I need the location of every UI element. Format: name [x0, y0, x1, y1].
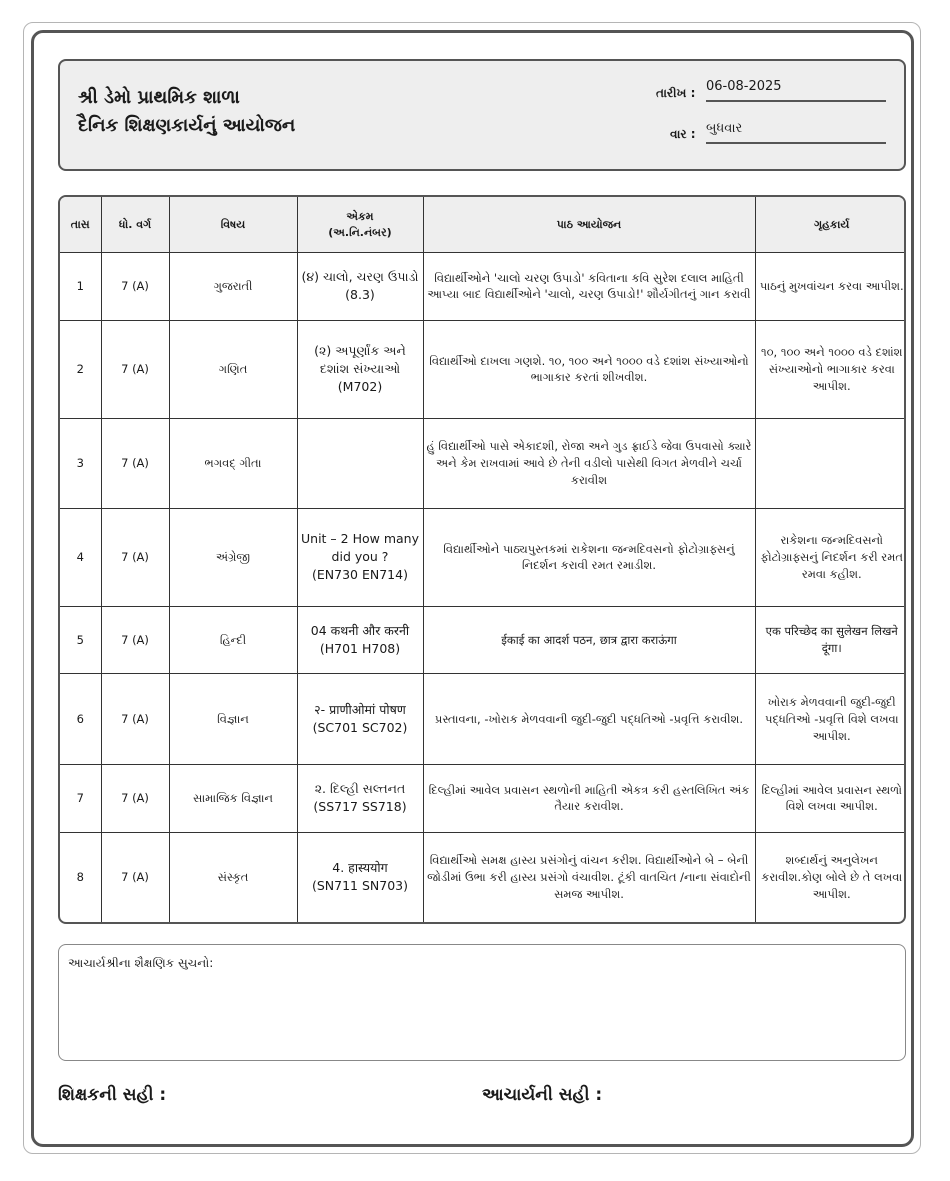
school-name: શ્રી ડેમો પ્રાથમિક શાળા: [78, 87, 240, 108]
unit-cell: [297, 418, 423, 508]
unit-cell: 04 कथनी और करनी (H701 H708): [297, 606, 423, 674]
column-header-subject: વિષય: [169, 197, 297, 253]
principal-notes-box: [58, 944, 906, 1061]
column-header-period: તાસ: [60, 197, 101, 253]
unit-cell: (૨) અપૂર્ણાંક અને દશાંશ સંખ્યાઓ (M702): [297, 320, 423, 418]
plan-cell: દિલ્હીમાં આવેલ પ્રવાસન સ્થળોની માહિતી એકત્ર કરી હસ્તલિખિત અંક તૈયાર કરાવીશ.: [423, 764, 755, 832]
column-header-unit: એકમ (અ.નિ.નંબર): [297, 197, 423, 253]
class-cell: 7 (A): [101, 253, 169, 321]
table-row: [60, 253, 906, 321]
homework-cell: પાઠનું મુખવાંચન કરવા આપીશ.: [755, 253, 906, 321]
table-row: [60, 508, 906, 606]
principal-notes-label: આચાર્યશ્રીના શૈક્ષણિક સુચનો:: [68, 956, 214, 970]
homework-cell: ૧૦, ૧૦૦ અને ૧૦૦૦ વડે દશાંશ સંખ્યાઓનો ભાગાકાર કરવા આપીશ.: [755, 320, 906, 418]
principal-signature-label: આચાર્યની સહી :: [482, 1085, 603, 1105]
table-row: [60, 674, 906, 764]
plan-cell: વિદ્યાર્થીઓ દાખલા ગણશે. ૧૦, ૧૦૦ અને ૧૦૦૦ વડે દશાંશ સંખ્યાઓનો ભાગાકાર કરતાં શીખવીશ.: [423, 320, 755, 418]
subject-cell: સામાજિક વિજ્ઞાન: [169, 764, 297, 832]
column-header-homework: ગૃહકાર્ય: [755, 197, 906, 253]
plan-cell: પ્રસ્તાવના, -ખોરાક મેળવવાની જુદી-જુદી પદ્ધતિઓ -પ્રવૃત્તિ કરાવીશ.: [423, 674, 755, 764]
homework-cell: શબ્દાર્થનું અનુલેખન કરાવીશ.કોણ બોલે છે તે લખવા આપીશ.: [755, 832, 906, 922]
subject-cell: ગણિત: [169, 320, 297, 418]
class-cell: 7 (A): [101, 508, 169, 606]
subject-cell: ગુજરાતી: [169, 253, 297, 321]
header-box: [58, 59, 906, 171]
class-cell: 7 (A): [101, 674, 169, 764]
plan-cell: વિદ્યાર્થીઓને 'ચાલો ચરણ ઉપાડો' કવિતાના કવિ સુરેશ દલાલ માહિતી આપ્યા બાદ વિદ્યાર્થીઓને 'ચાલો, ચરણ ઉપાડો!' શૌર્યગીતનું ગાન કરાવી: [423, 253, 755, 321]
period-cell: 4: [60, 508, 101, 606]
subject-cell: હિન્દી: [169, 606, 297, 674]
homework-cell: ખોરાક મેળવવાની જુદી-જુદી પદ્ધતિઓ -પ્રવૃત્તિ વિશે લખવા આપીશ.: [755, 674, 906, 764]
subject-cell: સંસ્કૃત: [169, 832, 297, 922]
table-row: [60, 832, 906, 922]
unit-cell: ૨. દિલ્હી સલ્તનત (SS717 SS718): [297, 764, 423, 832]
class-cell: 7 (A): [101, 764, 169, 832]
table-row: [60, 606, 906, 674]
class-cell: 7 (A): [101, 832, 169, 922]
plan-cell: હું વિદ્યાર્થીઓ પાસે એકાદશી, રોજા અને ગુડ ફ્રાઈડે જેવા ઉપવાસો ક્યારે અને કેમ રાખવામાં આવે છે તેની વડીલો પાસેથી વિગત મેળવીને ચર્ચા કરાવીશ: [423, 418, 755, 508]
subject-cell: વિજ્ઞાન: [169, 674, 297, 764]
period-cell: 7: [60, 764, 101, 832]
period-cell: 8: [60, 832, 101, 922]
teacher-signature-label: શિક્ષકની સહી :: [58, 1085, 167, 1105]
table-row: [60, 764, 906, 832]
column-header-class: ધો. વર્ગ: [101, 197, 169, 253]
date-label: તારીખ :: [656, 86, 696, 100]
column-header-plan: પાઠ આયોજન: [423, 197, 755, 253]
period-cell: 6: [60, 674, 101, 764]
class-cell: 7 (A): [101, 606, 169, 674]
plan-cell: ईकाई का आदर्श पठन, छात्र द्वारा कराऊंगा: [423, 606, 755, 674]
homework-cell: एक परिच्छेद का सुलेखन लिखने दूंगा।: [755, 606, 906, 674]
homework-cell: દિલ્હીમાં આવેલ પ્રવાસન સ્થળો વિશે લખવા આપીશ.: [755, 764, 906, 832]
homework-cell: રાકેશના જન્મદિવસનો ફોટોગ્રાફ્સનું નિદર્શન કરી રમત રમવા કહીશ.: [755, 508, 906, 606]
unit-cell: २- प्राणीओमां पोषण (SC701 SC702): [297, 674, 423, 764]
period-cell: 3: [60, 418, 101, 508]
date-value: 06-08-2025: [706, 79, 886, 102]
day-value: બુધવાર: [706, 121, 886, 144]
class-cell: 7 (A): [101, 320, 169, 418]
table-header-row: [60, 197, 906, 253]
homework-cell: [755, 418, 906, 508]
day-label: વાર :: [670, 127, 696, 141]
unit-cell: Unit – 2 How many did you ? (EN730 EN714): [297, 508, 423, 606]
timetable: [58, 195, 906, 924]
period-cell: 2: [60, 320, 101, 418]
plan-cell: વિદ્યાર્થીઓને પાઠ્યપુસ્તકમાં રાકેશના જન્મદિવસનો ફોટોગ્રાફ્સનું નિદર્શન કરાવી રમત રમાડીશ.: [423, 508, 755, 606]
subject-cell: અંગ્રેજી: [169, 508, 297, 606]
subject-cell: ભગવદ્ ગીતા: [169, 418, 297, 508]
table-row: [60, 320, 906, 418]
unit-cell: 4. हास्ययोग (SN711 SN703): [297, 832, 423, 922]
page-title: દૈનિક શિક્ષણકાર્યનું આયોજન: [78, 115, 296, 136]
plan-cell: વિદ્યાર્થીઓ સમક્ષ હાસ્ય પ્રસંગોનું વાંચન કરીશ. વિદ્યાર્થીઓને બે – બેની જોડીમાં ઉભા કરી હાસ્ય પ્રસંગો વંચાવીશ. ટૂંકી વાતચિત /નાના સંવાદોની સમજ આપીશ.: [423, 832, 755, 922]
table-row: [60, 418, 906, 508]
class-cell: 7 (A): [101, 418, 169, 508]
period-cell: 1: [60, 253, 101, 321]
period-cell: 5: [60, 606, 101, 674]
unit-cell: (૪) ચાલો, ચરણ ઉપાડો (8.3): [297, 253, 423, 321]
